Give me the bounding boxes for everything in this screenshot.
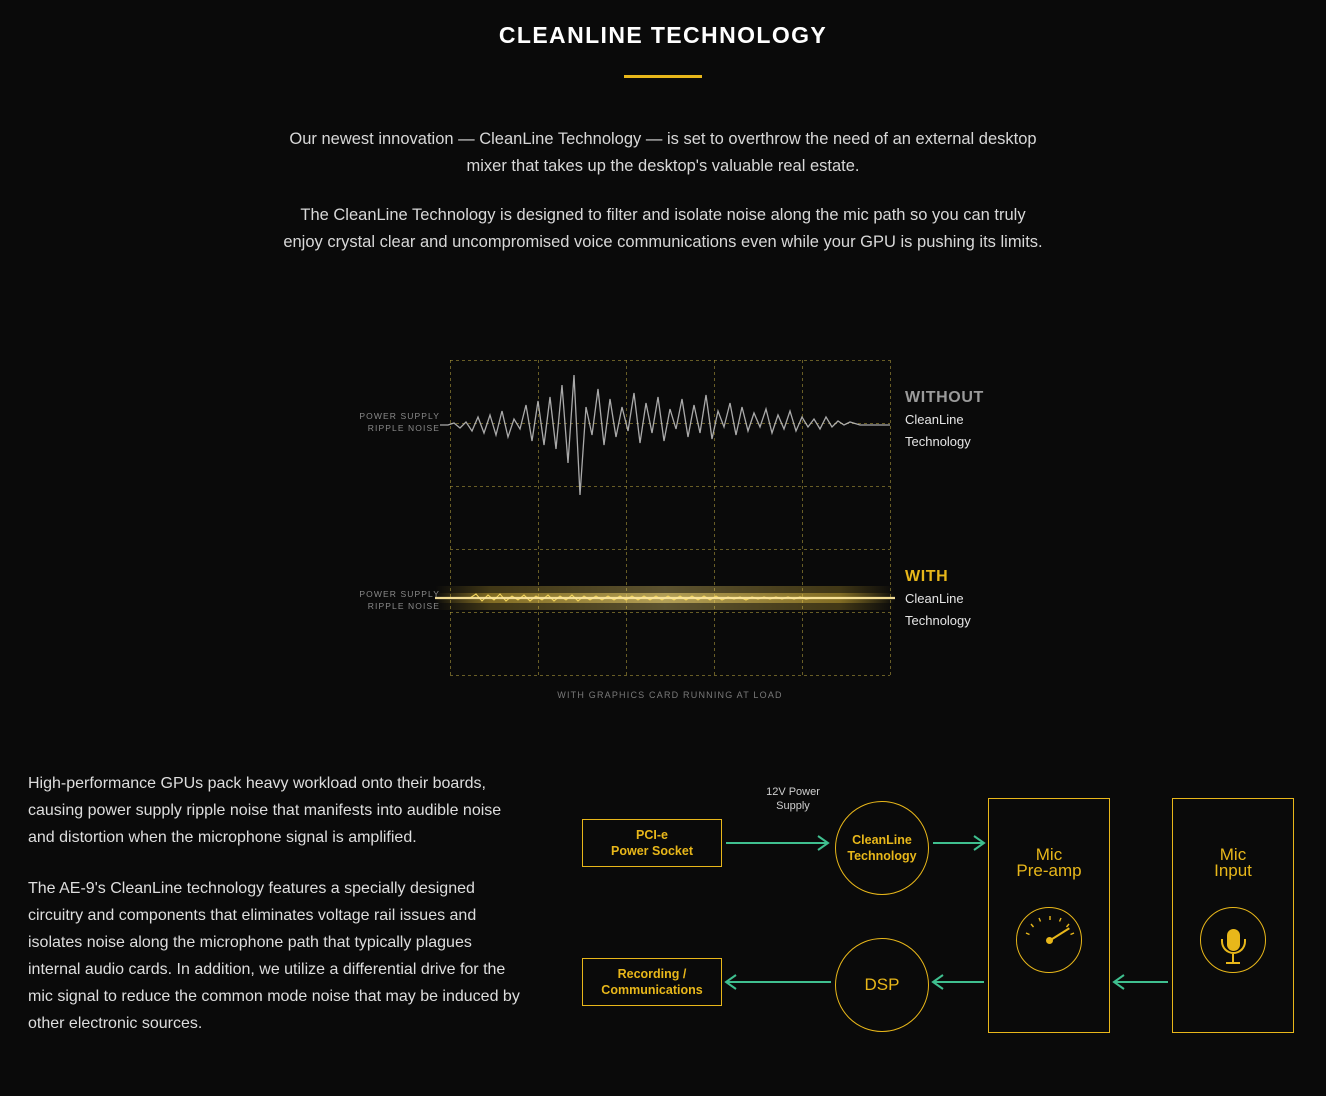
legend-without [905,387,984,453]
legend-without-line2: CleanLine [905,412,964,427]
title-underline [624,75,702,78]
node-pcie-power-socket: PCI-e Power Socket [582,819,722,867]
node-cleanline-technology: CleanLine Technology [835,801,929,895]
page-title: CLEANLINE TECHNOLOGY [498,22,828,48]
axis-label-without: POWER SUPPLY RIPPLE NOISE [359,411,440,433]
lower-text [28,770,528,1061]
lower-paragraph-1: High-performance GPUs pack heavy workload onto their boards, causing power supply ripple noise that manifests into audible noise and distortion when the microphone signal is amplified. [28,775,502,846]
intro-text [283,126,1043,256]
legend-with-line2: CleanLine [905,591,964,606]
ripple-noise-comparison [330,345,1010,710]
node-recording-communications: Recording / Communications [582,958,722,1006]
microphone-icon [1200,907,1266,973]
node-mic-preamp [988,798,1110,1033]
signal-flow-diagram [560,775,1320,1065]
node-mic-preamp-label: Mic Pre-amp [1016,845,1082,880]
power-supply-label: 12V Power Supply [766,786,820,812]
scope-caption: WITH GRAPHICS CARD RUNNING AT LOAD [557,690,783,700]
legend-with-line3: Technology [905,613,971,628]
legend-with [905,566,971,632]
knob-icon [1016,907,1082,973]
node-dsp: DSP [835,938,929,1032]
legend-with-title: WITH [905,568,949,585]
intro-paragraph-1: Our newest innovation — CleanLine Technology — is set to overthrow the need of an external desktop mixer that takes up the desktop's valuable real estate. [289,130,1037,175]
intro-paragraph-2: The CleanLine Technology is designed to filter and isolate noise along the mic path so you can truly enjoy crystal clear and uncompromised voice communications even while your GPU is pushing its limits. [283,206,1043,251]
axis-label-with: POWER SUPPLY RIPPLE NOISE [359,589,440,611]
lower-paragraph-2: The AE-9's CleanLine technology features a specially designed circuitry and components that eliminates voltage rail issues and isolates noise along the microphone path that typically plagues internal audio cards. In addition, we utilize a differential drive for the mic signal to reduce the common mode noise that may be induced by other electronic sources. [28,880,520,1032]
legend-without-title: WITHOUT [905,389,984,406]
legend-without-line3: Technology [905,434,971,449]
node-mic-input [1172,798,1294,1033]
node-mic-input-label: Mic Input [1214,845,1252,880]
